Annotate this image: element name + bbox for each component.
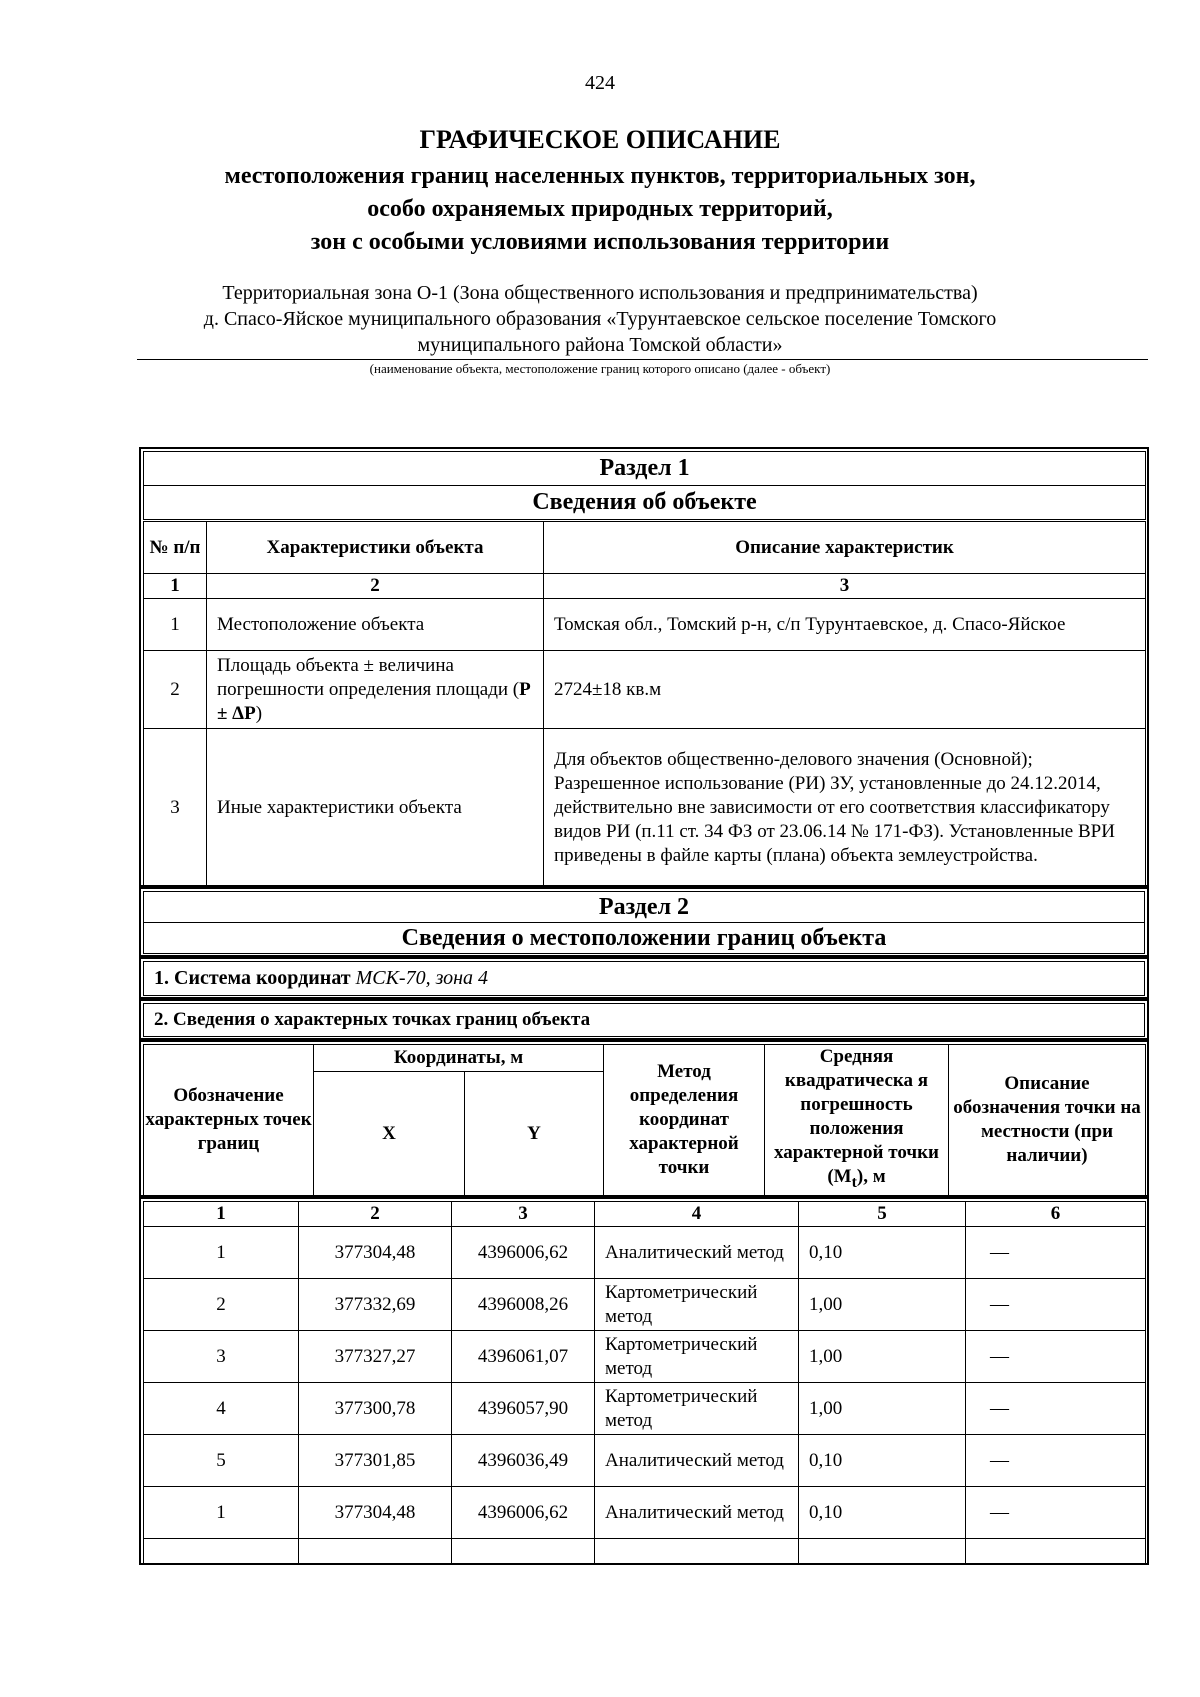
row-description: 2724±18 кв.м (544, 651, 1146, 729)
subtitle-line: местоположения границ населенных пунктов, территориальных зон, (224, 163, 976, 189)
subtitle-line: зон с особыми условиями использования территории (310, 229, 890, 255)
empty-cell (299, 1539, 452, 1565)
row-characteristic: Местоположение объекта (207, 599, 544, 651)
table-row (144, 651, 1146, 729)
document-subtitle (100, 160, 1100, 259)
point-y: 4396061,07 (452, 1331, 595, 1383)
row-num: 1 (144, 599, 207, 651)
table-row (144, 599, 1146, 651)
char-formula: Р ± ΔР (217, 678, 531, 724)
object-caption: (наименование объекта, местоположение границ которого описано (далее - объект) (369, 361, 831, 376)
point-error: 0,10 (799, 1435, 966, 1487)
point-x: 377327,27 (299, 1331, 452, 1383)
point-description: — (966, 1487, 1146, 1539)
error-text: Средняя квадратическа я погрешность положения характерной точки (M (774, 1046, 939, 1187)
header-error (765, 1045, 949, 1196)
section1-data-table (143, 521, 1146, 887)
header-y: Y (465, 1072, 604, 1195)
point-x: 377304,48 (299, 1487, 452, 1539)
point-method: Картометрический метод (595, 1279, 799, 1331)
section2-subtitle: Сведения о местоположении границ объекта (144, 923, 1145, 954)
row-description: Для объектов общественно-делового значения (Основной); Разрешенное использование (РИ) ЗУ, установленные до 24.12.2014, действительно вне зависимости от его соответствия классификатору видов РИ (п.11 ст. 34 ФЗ от 23.06.14 № 171-ФЗ). Установленные ВРИ приведены в файле карты (плана) объекта землеустройства. (544, 729, 1146, 887)
object-name-underline (137, 359, 1148, 360)
col-number: 2 (299, 1202, 452, 1227)
error-unit: ), м (856, 1166, 886, 1187)
point-method: Аналитический метод (595, 1487, 799, 1539)
point-description: — (966, 1331, 1146, 1383)
empty-cell (452, 1539, 595, 1565)
empty-cell (144, 1539, 299, 1565)
point-method: Картометрический метод (595, 1331, 799, 1383)
table-row (144, 1227, 1146, 1279)
char-text-end: ) (255, 702, 263, 724)
header-coordinates: Координаты, м (314, 1045, 604, 1072)
object-name-line: д. Спасо-Яйское муниципального образования «Турунтаевское сельское поселение Томского (203, 308, 997, 330)
col-number: 5 (799, 1202, 966, 1227)
error-sub: t (851, 1173, 857, 1191)
header-x: X (314, 1072, 465, 1195)
points-header-table (143, 1044, 1146, 1196)
point-description: — (966, 1435, 1146, 1487)
point-y: 4396008,26 (452, 1279, 595, 1331)
points-label-table (143, 1003, 1145, 1037)
point-x: 377300,78 (299, 1383, 452, 1435)
point-method: Картометрический метод (595, 1383, 799, 1435)
table-row-empty (144, 1539, 1146, 1565)
header-method: Метод определения координат характерной точки (604, 1045, 765, 1196)
section1-table (143, 451, 1146, 520)
header-designation: Обозначение характерных точек границ (144, 1045, 314, 1196)
point-y: 4396036,49 (452, 1435, 595, 1487)
header-description: Описание характеристик (544, 522, 1146, 574)
point-error: 0,10 (799, 1487, 966, 1539)
empty-cell (595, 1539, 799, 1565)
table-row (144, 1279, 1146, 1331)
col-number: 2 (207, 574, 544, 599)
col-number: 1 (144, 574, 207, 599)
point-x: 377301,85 (299, 1435, 452, 1487)
section1-subtitle: Сведения об объекте (144, 486, 1146, 520)
header-characteristics: Характеристики объекта (207, 522, 544, 574)
coord-system-value: МСК-70, зона 4 (355, 967, 489, 989)
empty-cell (966, 1539, 1146, 1565)
col-number: 3 (544, 574, 1146, 599)
point-y: 4396006,62 (452, 1487, 595, 1539)
row-description: Томская обл., Томский р-н, с/п Турунтаевское, д. Спасо-Яйское (544, 599, 1146, 651)
coord-system-table (143, 961, 1145, 996)
table-row (144, 1383, 1146, 1435)
char-text: Площадь объекта ± величина погрешности определения площади ( (217, 654, 520, 700)
col-number: 4 (595, 1202, 799, 1227)
points-data-table (143, 1201, 1146, 1565)
table-row (144, 1487, 1146, 1539)
object-name-line: Территориальная зона О-1 (Зона общественного использования и предпринимательства) (222, 282, 978, 304)
point-error: 1,00 (799, 1279, 966, 1331)
header-point-description: Описание обозначения точки на местности (при наличии) (949, 1045, 1146, 1196)
point-id: 1 (144, 1227, 299, 1279)
point-y: 4396006,62 (452, 1227, 595, 1279)
header-num: № п/п (144, 522, 207, 574)
points-label: 2. Сведения о характерных точках границ объекта (144, 1004, 1145, 1037)
row-characteristic (207, 651, 544, 729)
point-id: 4 (144, 1383, 299, 1435)
object-name-line: муниципального района Томской области» (417, 334, 783, 356)
point-id: 2 (144, 1279, 299, 1331)
object-name (150, 280, 1050, 358)
point-x: 377304,48 (299, 1227, 452, 1279)
point-x: 377332,69 (299, 1279, 452, 1331)
point-description: — (966, 1383, 1146, 1435)
section2-title: Раздел 2 (144, 892, 1145, 923)
point-error: 0,10 (799, 1227, 966, 1279)
col-number: 3 (452, 1202, 595, 1227)
coord-system (144, 962, 1145, 996)
empty-cell (799, 1539, 966, 1565)
point-id: 3 (144, 1331, 299, 1383)
point-description: — (966, 1227, 1146, 1279)
row-characteristic: Иные характеристики объекта (207, 729, 544, 887)
section1-title: Раздел 1 (144, 452, 1146, 486)
section2-title-table (143, 891, 1145, 954)
page-number: 424 (585, 72, 615, 94)
point-id: 5 (144, 1435, 299, 1487)
col-number: 1 (144, 1202, 299, 1227)
point-y: 4396057,90 (452, 1383, 595, 1435)
point-id: 1 (144, 1487, 299, 1539)
document-title: ГРАФИЧЕСКОЕ ОПИСАНИЕ (419, 125, 781, 154)
col-number: 6 (966, 1202, 1146, 1227)
coord-system-label: 1. Система координат (154, 967, 351, 989)
point-error: 1,00 (799, 1383, 966, 1435)
row-num: 3 (144, 729, 207, 887)
row-num: 2 (144, 651, 207, 729)
point-method: Аналитический метод (595, 1435, 799, 1487)
point-description: — (966, 1279, 1146, 1331)
table-row (144, 729, 1146, 887)
subtitle-line: особо охраняемых природных территорий, (367, 196, 833, 222)
table-row (144, 1435, 1146, 1487)
table-row (144, 1331, 1146, 1383)
point-method: Аналитический метод (595, 1227, 799, 1279)
point-error: 1,00 (799, 1331, 966, 1383)
